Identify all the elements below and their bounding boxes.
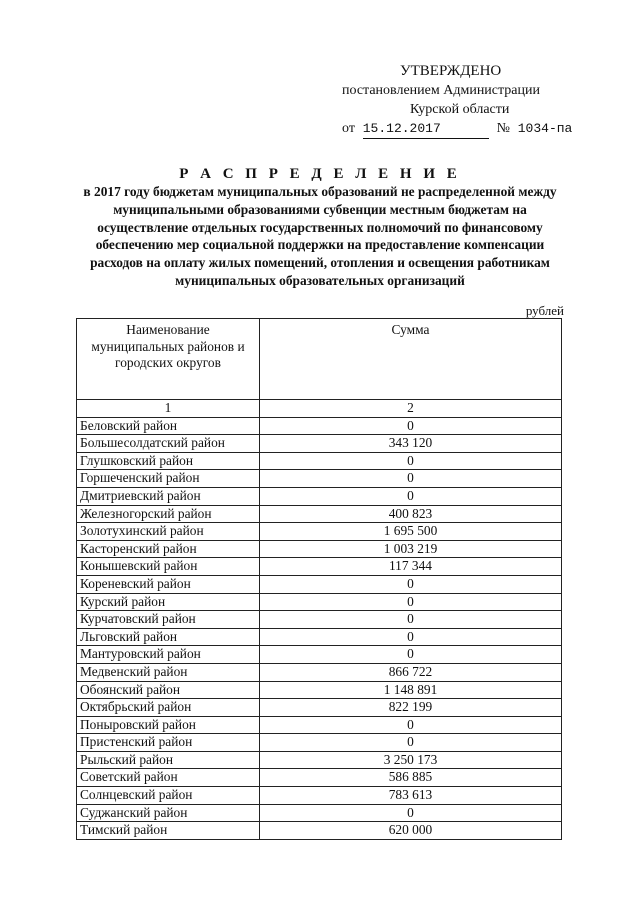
district-amount: 0 bbox=[260, 487, 562, 505]
district-amount: 1 003 219 bbox=[260, 540, 562, 558]
district-amount: 343 120 bbox=[260, 435, 562, 453]
approval-block bbox=[330, 62, 590, 139]
district-amount: 0 bbox=[260, 470, 562, 488]
district-name: Обоянский район bbox=[77, 681, 260, 699]
column-number: 1 bbox=[77, 400, 260, 418]
header-name: Наименование муниципальных районов и городских округов bbox=[77, 319, 260, 400]
approval-region-line: Курской области bbox=[410, 102, 510, 117]
district-amount: 0 bbox=[260, 646, 562, 664]
column-number: 2 bbox=[260, 400, 562, 418]
district-name: Беловский район bbox=[77, 417, 260, 435]
district-name: Глушковский район bbox=[77, 452, 260, 470]
table-row bbox=[77, 804, 562, 822]
district-name: Дмитриевский район bbox=[77, 487, 260, 505]
table-row bbox=[77, 417, 562, 435]
district-amount: 117 344 bbox=[260, 558, 562, 576]
district-amount: 0 bbox=[260, 575, 562, 593]
district-amount: 0 bbox=[260, 417, 562, 435]
district-amount: 0 bbox=[260, 611, 562, 629]
table-row bbox=[77, 558, 562, 576]
district-name: Рыльский район bbox=[77, 751, 260, 769]
district-amount: 3 250 173 bbox=[260, 751, 562, 769]
header-amount: Сумма bbox=[260, 319, 562, 400]
table-row bbox=[77, 699, 562, 717]
district-name: Кореневский район bbox=[77, 575, 260, 593]
district-name: Большесолдатский район bbox=[77, 435, 260, 453]
district-amount: 0 bbox=[260, 628, 562, 646]
district-amount: 400 823 bbox=[260, 505, 562, 523]
table-row bbox=[77, 646, 562, 664]
table-row bbox=[77, 487, 562, 505]
district-amount: 1 695 500 bbox=[260, 523, 562, 541]
approval-date: 15.12.2017 bbox=[363, 119, 489, 139]
district-amount: 0 bbox=[260, 593, 562, 611]
district-name: Мантуровский район bbox=[77, 646, 260, 664]
district-name: Поныровский район bbox=[77, 716, 260, 734]
district-name: Солнцевский район bbox=[77, 787, 260, 805]
table-row bbox=[77, 593, 562, 611]
table-row bbox=[77, 575, 562, 593]
table-row bbox=[77, 751, 562, 769]
approval-resolution-line: постановлением Администрации bbox=[342, 83, 540, 98]
number-label: № bbox=[496, 121, 510, 136]
district-name: Октябрьский район bbox=[77, 699, 260, 717]
document-title: Р А С П Р Е Д Е Л Е Н И Е bbox=[179, 166, 461, 182]
table-header-row bbox=[77, 319, 562, 400]
district-name: Пристенский район bbox=[77, 734, 260, 752]
district-amount: 0 bbox=[260, 452, 562, 470]
table-row bbox=[77, 734, 562, 752]
district-amount: 866 722 bbox=[260, 663, 562, 681]
distribution-table bbox=[76, 318, 562, 840]
district-amount: 822 199 bbox=[260, 699, 562, 717]
district-name: Конышевский район bbox=[77, 558, 260, 576]
table-row bbox=[77, 681, 562, 699]
table-row bbox=[77, 769, 562, 787]
district-amount: 0 bbox=[260, 734, 562, 752]
district-amount: 1 148 891 bbox=[260, 681, 562, 699]
district-name: Золотухинский район bbox=[77, 523, 260, 541]
district-name: Курчатовский район bbox=[77, 611, 260, 629]
approval-title: УТВЕРЖДЕНО bbox=[400, 63, 502, 79]
table-row bbox=[77, 822, 562, 840]
district-name: Суджанский район bbox=[77, 804, 260, 822]
table-row bbox=[77, 540, 562, 558]
district-name: Железногорский район bbox=[77, 505, 260, 523]
table-row bbox=[77, 628, 562, 646]
approval-date-line bbox=[330, 119, 590, 139]
district-amount: 783 613 bbox=[260, 787, 562, 805]
district-name: Советский район bbox=[77, 769, 260, 787]
district-name: Медвенский район bbox=[77, 663, 260, 681]
district-amount: 0 bbox=[260, 804, 562, 822]
district-name: Касторенский район bbox=[77, 540, 260, 558]
table-row bbox=[77, 452, 562, 470]
date-prefix: от bbox=[342, 121, 355, 136]
district-name: Курский район bbox=[77, 593, 260, 611]
column-number-row bbox=[77, 400, 562, 418]
table-row bbox=[77, 611, 562, 629]
district-name: Льговский район bbox=[77, 628, 260, 646]
table-row bbox=[77, 435, 562, 453]
district-amount: 0 bbox=[260, 716, 562, 734]
district-amount: 620 000 bbox=[260, 822, 562, 840]
document-subtitle: в 2017 году бюджетам муниципальных образований не распределенной между муниципальными образованиями субвенции местным бюджетам на осуществление отдельных государственных полномочий по финансовому обеспечению мер социальной поддержки на предоставление компенсации расходов на оплату жилых помещений, отопления и освещения работникам муниципальных образовательных организаций bbox=[83, 184, 557, 288]
table-row bbox=[77, 716, 562, 734]
table-row bbox=[77, 523, 562, 541]
approval-number: 1034-па bbox=[517, 121, 573, 136]
district-amount: 586 885 bbox=[260, 769, 562, 787]
units-label: рублей bbox=[525, 303, 564, 318]
district-name: Горшеченский район bbox=[77, 470, 260, 488]
table-row bbox=[77, 787, 562, 805]
table-row bbox=[77, 663, 562, 681]
district-name: Тимский район bbox=[77, 822, 260, 840]
table-row bbox=[77, 505, 562, 523]
table-row bbox=[77, 470, 562, 488]
